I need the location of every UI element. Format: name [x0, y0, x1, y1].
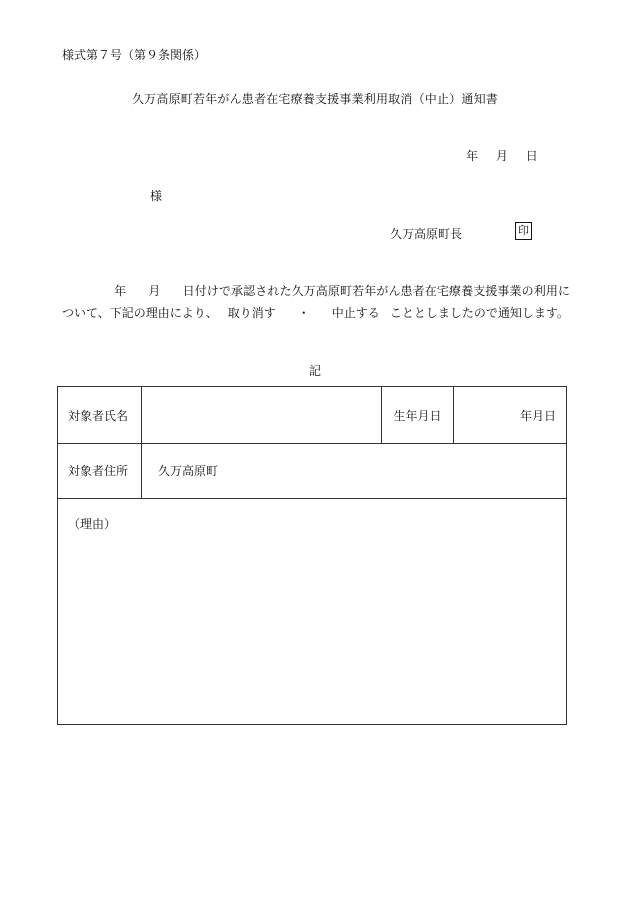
name-field[interactable]: [142, 387, 382, 443]
issue-date-year-label: 年: [466, 149, 479, 163]
ki-heading: 記: [308, 364, 321, 378]
name-label: 対象者氏名: [58, 387, 142, 443]
reason-label: （理由）: [68, 517, 117, 531]
notice-body: [62, 280, 570, 324]
issue-date: [466, 147, 538, 164]
dob-field[interactable]: [454, 387, 566, 443]
issue-date-month-label: 月: [495, 149, 508, 163]
seal-mark: 印: [515, 222, 532, 240]
address-label: 対象者住所: [58, 443, 142, 498]
address-field[interactable]: 久万高原町: [158, 464, 219, 478]
option-suspend: 中止する: [331, 306, 380, 320]
document-title: 久万高原町若年がん患者在宅療養支援事業利用取消（中止）通知書: [131, 92, 498, 106]
table-row-address: [58, 443, 566, 499]
option-separator: ・: [297, 306, 310, 320]
dob-month-label: 月: [531, 408, 544, 423]
dob-year-label: 年: [519, 408, 532, 423]
option-cancel: 取り消す: [227, 306, 276, 320]
dob-label: 生年月日: [382, 387, 454, 443]
body-year-label: 年: [114, 284, 127, 298]
issuer-name: 久万高原町長: [390, 227, 463, 241]
form-number: 様式第７号（第９条関係）: [62, 48, 207, 62]
body-text-part2: こととしましたので通知します。: [389, 306, 569, 320]
body-month-label: 月: [148, 284, 161, 298]
dob-day-label: 日: [543, 408, 556, 423]
issue-date-day-label: 日: [525, 149, 538, 163]
table-row-name: [58, 387, 566, 444]
record-table: [57, 386, 567, 725]
body-text-part1: 日付けで承認された久万高原町若年がん患者在宅療養支援事業の利用について、下記の理由により、: [62, 284, 570, 320]
addressee-suffix: 様: [150, 189, 163, 203]
